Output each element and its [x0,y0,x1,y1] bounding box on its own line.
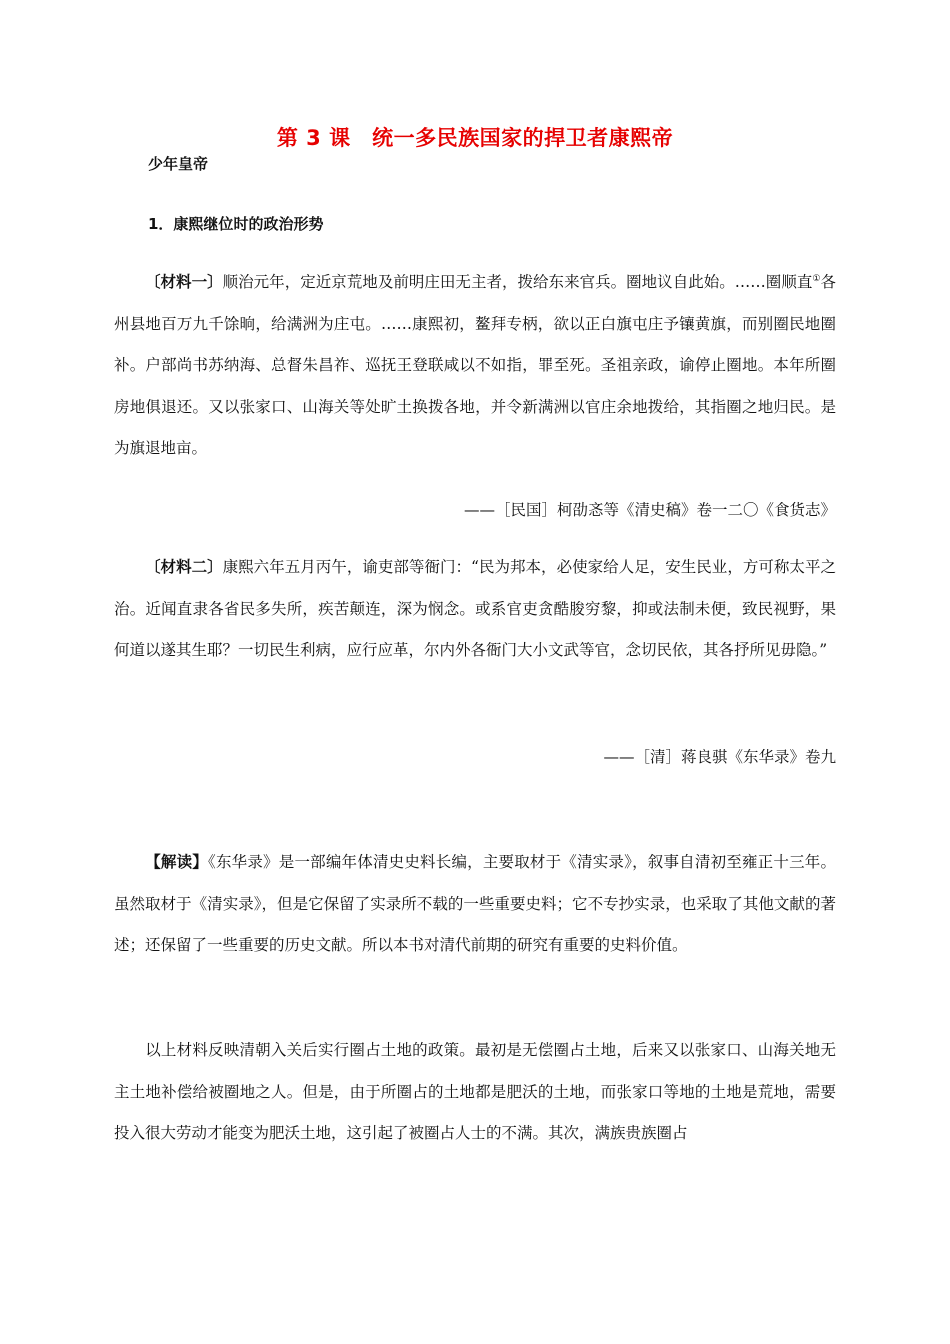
reading-label: 【解读】 [145,853,208,871]
material-two-paragraph [114,547,836,672]
footnote-marker: ① [812,273,821,284]
lesson-title: 第 3 课 统一多民族国家的捍卫者康熙帝 [276,126,674,150]
material-one-source: ——［民国］柯劭忞等《清史稿》卷一二〇《食货志》 [463,501,836,519]
material-two-label: 〔材料二〕 [145,558,223,576]
analysis-paragraph [114,1030,836,1155]
section-heading: 少年皇帝 [148,155,209,173]
material-two-text: 康熙六年五月丙午，谕吏部等衙门：“民为邦本，必使家给人足，安生民业，方可称太平之治。近闻直隶各省民多失所，疾苦颠连，深为悯念。或系官吏贪酷朘穷黎，抑或法制未便，致民视野，果何道以遂其生耶？一切民生利病，应行应革，尔内外各衙门大小文武等官，念切民依，其各抒所见毋隐。” [114,558,836,659]
material-two-source: ——［清］蒋良骐《东华录》卷九 [603,748,836,766]
material-one-text-a: 顺治元年，定近京荒地及前明庄田无主者，拨给东来官兵。圈地议自此始。……圈顺直 [222,273,813,291]
subsection-heading: 1．康熙继位时的政治形势 [148,215,324,233]
reading-text: 《东华录》是一部编年体清史史料长编，主要取材于《清实录》，叙事自清初至雍正十三年。虽然取材于《清实录》，但是它保留了实录所不载的一些重要史料；它不专抄实录，也采取了其他文献的著述；还保留了一些重要的历史文献。所以本书对清代前期的研究有重要的史料价值。 [114,853,836,954]
reading-paragraph [114,842,836,967]
material-one-label: 〔材料一〕 [145,273,223,291]
material-one-text-b: 各州县地百万九千馀晌，给满洲为庄屯。……康熙初，鳌拜专柄，欲以正白旗屯庄予镶黄旗，而别圈民地圈补。户部尚书苏纳海、总督朱昌祚、巡抚王登联咸以不如指，罪至死。圣祖亲政，谕停止圈地。本年所圈房地俱退还。又以张家口、山海关等处旷土换拨各地，并令新满洲以官庄余地拨给，其指圈之地归民。是为旗退地亩。 [114,273,836,457]
analysis-text: 以上材料反映清朝入关后实行圈占土地的政策。最初是无偿圈占土地，后来又以张家口、山海关地无主土地补偿给被圈地之人。但是，由于所圈占的土地都是肥沃的土地，而张家口等地的土地是荒地，需要投入很大劳动才能变为肥沃土地，这引起了被圈占人士的不满。其次，满族贵族圈占 [114,1041,836,1142]
material-one-paragraph [114,262,836,470]
